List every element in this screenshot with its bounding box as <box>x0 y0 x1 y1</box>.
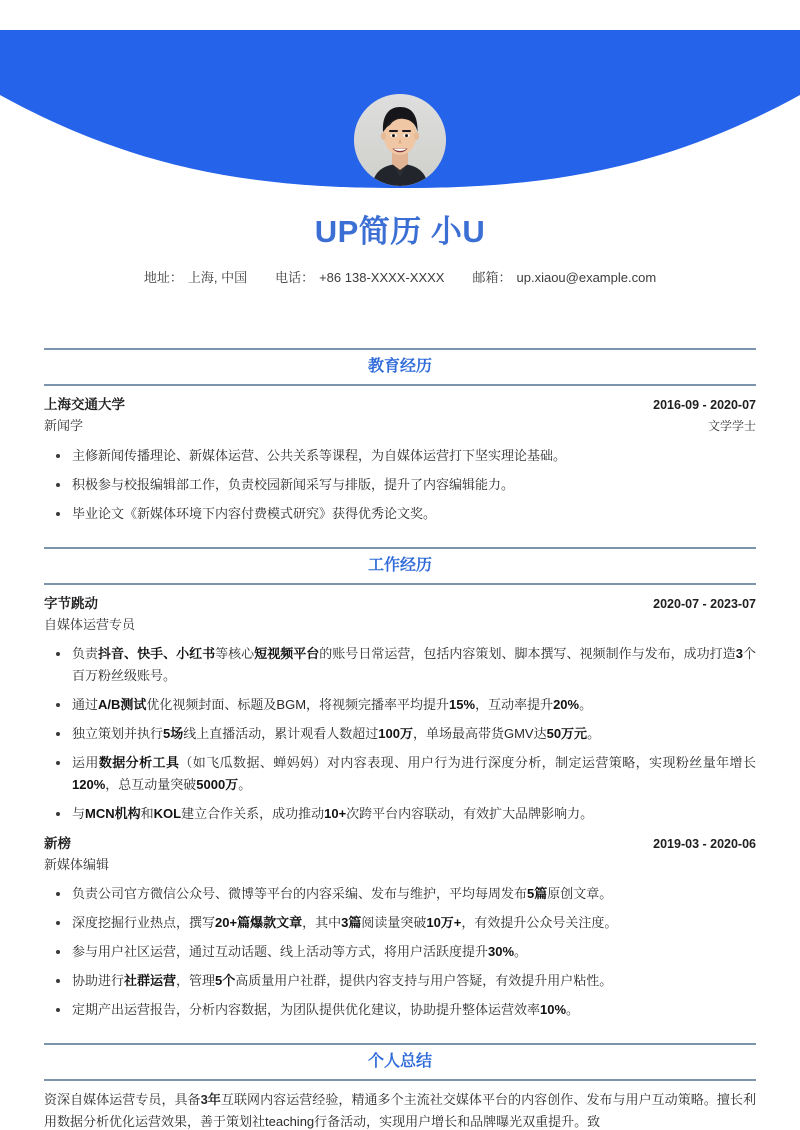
entry-role: 新媒体编辑 <box>44 857 110 872</box>
contact-email-value: up.xiaou@example.com <box>516 270 657 285</box>
entry-header-row <box>44 594 756 614</box>
entry-period: 2016-09 - 2020-07 <box>653 398 756 412</box>
entry-bullet-list <box>44 445 756 525</box>
bullet-0-run-0: 主修新闻传播理论、新媒体运营、公共关系等课程，为自媒体运营打下坚实理论基础。 <box>72 448 567 463</box>
bullet-4-run-6: 次跨平台内容联动，有效扩大品牌影响力。 <box>346 806 594 821</box>
avatar-photo-icon <box>354 94 446 186</box>
entry-organization: 字节跳动 <box>44 596 98 611</box>
entry-header-row <box>44 834 756 854</box>
bullet-3-run-2: （如飞瓜数据、蝉妈妈）对内容表现、用户行为进行深度分析，制定运营策略，实现粉丝量年增长 <box>179 755 756 770</box>
bullet-item <box>44 999 756 1021</box>
bullet-0-run-0: 负责公司官方微信公众号、微博等平台的内容采编、发布与维护，平均每周发布 <box>72 886 528 901</box>
contact-address-value: 上海, 中国 <box>187 270 248 285</box>
entry-work-1 <box>44 825 756 1021</box>
section-education <box>0 348 800 525</box>
entry-subheader-row <box>44 614 756 635</box>
summary-run-2: 互联网内容运营经验，精通多个主流社交媒体平台的内容创作、发布与用户互动策略。擅长利用数据分析优化运营效果，善于策划社teaching行备活动，实现用户增长和品牌曝光双重提升。致 <box>44 1092 756 1129</box>
entry-subheader-row <box>44 854 756 875</box>
bullet-4-run-4: 建立合作关系，成功推动 <box>181 806 325 821</box>
entry-bullet-list <box>44 643 756 825</box>
bullet-3-run-5: 5000万 <box>196 777 239 792</box>
contact-address-label: 地址： <box>143 270 183 285</box>
contact-phone-label: 电话： <box>275 270 315 285</box>
entry-bullet-list <box>44 883 756 1021</box>
bullet-1-run-0: 积极参与校报编辑部工作，负责校园新闻采写与排版，提升了内容编辑能力。 <box>72 477 515 492</box>
entry-role: 新闻学 <box>44 418 84 433</box>
bullet-2-run-3: 100万 <box>378 726 413 741</box>
bullet-0-run-3: 短视频平台 <box>254 646 320 661</box>
contact-line <box>0 268 800 288</box>
section-work <box>0 547 800 1021</box>
entry-work-0 <box>44 585 756 825</box>
bullet-1-run-6: 。 <box>579 697 593 712</box>
bullet-item <box>44 445 756 467</box>
bullet-item <box>44 941 756 963</box>
bullet-3-run-2: ，管理 <box>176 973 216 988</box>
bullet-4-run-0: 与 <box>72 806 86 821</box>
bullet-0-run-1: 抖音、快手、小红书 <box>98 646 216 661</box>
bullet-2-run-5: 50万元 <box>546 726 588 741</box>
entry-role: 自媒体运营专员 <box>44 617 136 632</box>
bullet-4-run-5: 10+ <box>324 806 347 821</box>
bullet-item <box>44 694 756 716</box>
entry-subheader-row <box>44 415 756 437</box>
contact-address <box>144 268 247 288</box>
bullet-3-run-4: 高质量用户社群，提供内容支持与用户答疑，有效提升用户粘性。 <box>235 973 613 988</box>
bullet-4-run-2: 。 <box>566 1002 580 1017</box>
bullet-3-run-3: 5个 <box>215 973 236 988</box>
bullet-4-run-2: 和 <box>140 806 154 821</box>
bullet-item <box>44 752 756 796</box>
bullet-0-run-1: 5篇 <box>527 886 548 901</box>
bullet-1-run-5: 10万+ <box>426 915 462 930</box>
bullet-1-run-0: 深度挖掘行业热点，撰写 <box>72 915 216 930</box>
bullet-3-run-1: 数据分析工具 <box>98 755 180 770</box>
bullet-0-run-0: 负责 <box>72 646 99 661</box>
bullet-1-run-3: 3篇 <box>341 915 362 930</box>
bullet-4-run-1: MCN机构 <box>85 806 141 821</box>
contact-email <box>472 268 656 288</box>
resume-body <box>0 348 800 1130</box>
bullet-4-run-0: 定期产出运营报告，分析内容数据，为团队提供优化建议，协助提升整体运营效率 <box>72 1002 541 1017</box>
bullet-item <box>44 723 756 745</box>
bullet-2-run-0: 独立策划并执行 <box>72 726 164 741</box>
contact-phone-value: +86 138-XXXX-XXXX <box>319 270 445 285</box>
bullet-3-run-6: 。 <box>238 777 252 792</box>
bullet-1-run-4: ，互动率提升 <box>475 697 554 712</box>
bullet-1-run-6: ，有效提升公众号关注度。 <box>461 915 618 930</box>
entry-period: 2020-07 - 2023-07 <box>653 597 756 611</box>
bullet-3-run-0: 协助进行 <box>72 973 125 988</box>
summary-run-0: 资深自媒体运营专员，具备 <box>44 1092 201 1107</box>
bullet-1-run-0: 通过 <box>72 697 99 712</box>
bullet-2-run-2: 。 <box>514 944 528 959</box>
entry-extra: 文学学士 <box>707 419 756 433</box>
bullet-item <box>44 912 756 934</box>
bullet-2-run-2: 线上直播活动，累计观看人数超过 <box>183 726 379 741</box>
bullet-1-run-1: 20+篇爆款文章 <box>215 915 303 930</box>
section-title-summary: 个人总结 <box>367 1053 432 1070</box>
bullet-item <box>44 883 756 905</box>
bullet-2-run-6: 。 <box>587 726 601 741</box>
bullet-1-run-3: 15% <box>449 697 476 712</box>
bullet-3-run-1: 社群运营 <box>124 973 177 988</box>
section-title-work: 工作经历 <box>367 557 432 574</box>
bullet-item <box>44 643 756 687</box>
bullet-1-run-2: ，其中 <box>302 915 342 930</box>
section-gap <box>0 1021 800 1043</box>
bullet-0-run-4: 的账号日常运营，包括内容策划、脚本撰写、视频制作与发布，成功打造 <box>319 646 736 661</box>
bullet-1-run-2: 优化视频封面、标题及BGM，将视频完播率平均提升 <box>146 697 450 712</box>
bullet-2-run-4: ，单场最高带货GMV达 <box>412 726 547 741</box>
summary-run-1: 3年 <box>200 1092 221 1107</box>
bullet-2-run-1: 30% <box>488 944 515 959</box>
contact-email-label: 邮箱： <box>472 270 512 285</box>
bullet-item <box>44 503 756 525</box>
bullet-2-run-1: 5场 <box>163 726 184 741</box>
section-gap <box>0 525 800 547</box>
bullet-2-run-0: 毕业论文《新媒体环境下内容付费模式研究》获得优秀论文奖。 <box>72 506 437 521</box>
bullet-3-run-0: 运用 <box>72 755 99 770</box>
bullet-item <box>44 474 756 496</box>
contact-phone <box>275 268 444 288</box>
entry-organization: 新榜 <box>44 836 71 851</box>
bullet-4-run-3: KOL <box>153 806 182 821</box>
bullet-3-run-3: 120% <box>72 777 106 792</box>
bullet-4-run-1: 10% <box>540 1002 567 1017</box>
avatar <box>354 94 446 186</box>
bullet-0-run-5: 3 <box>735 646 743 661</box>
entry-header-row <box>44 395 756 415</box>
bullet-0-run-6: 个百万粉丝级账号。 <box>72 646 756 683</box>
section-title-education: 教育经历 <box>367 358 432 375</box>
bullet-1-run-1: A/B测试 <box>98 697 147 712</box>
bullet-0-run-2: 等核心 <box>215 646 255 661</box>
section-summary <box>0 1043 800 1130</box>
page-title: UP简历 小U <box>314 214 486 249</box>
bullet-3-run-4: ，总互动量突破 <box>105 777 197 792</box>
bullet-1-run-4: 阅读量突破 <box>361 915 427 930</box>
entry-organization: 上海交通大学 <box>44 397 125 412</box>
entry-period: 2019-03 - 2020-06 <box>653 837 756 851</box>
bullet-1-run-5: 20% <box>553 697 580 712</box>
bullet-0-run-2: 原创文章。 <box>547 886 613 901</box>
bullet-2-run-0: 参与用户社区运营，通过互动话题、线上活动等方式，将用户活跃度提升 <box>72 944 489 959</box>
entry-education-0 <box>44 386 756 525</box>
summary-paragraph <box>44 1081 756 1130</box>
bullet-item <box>44 803 756 825</box>
bullet-item <box>44 970 756 992</box>
